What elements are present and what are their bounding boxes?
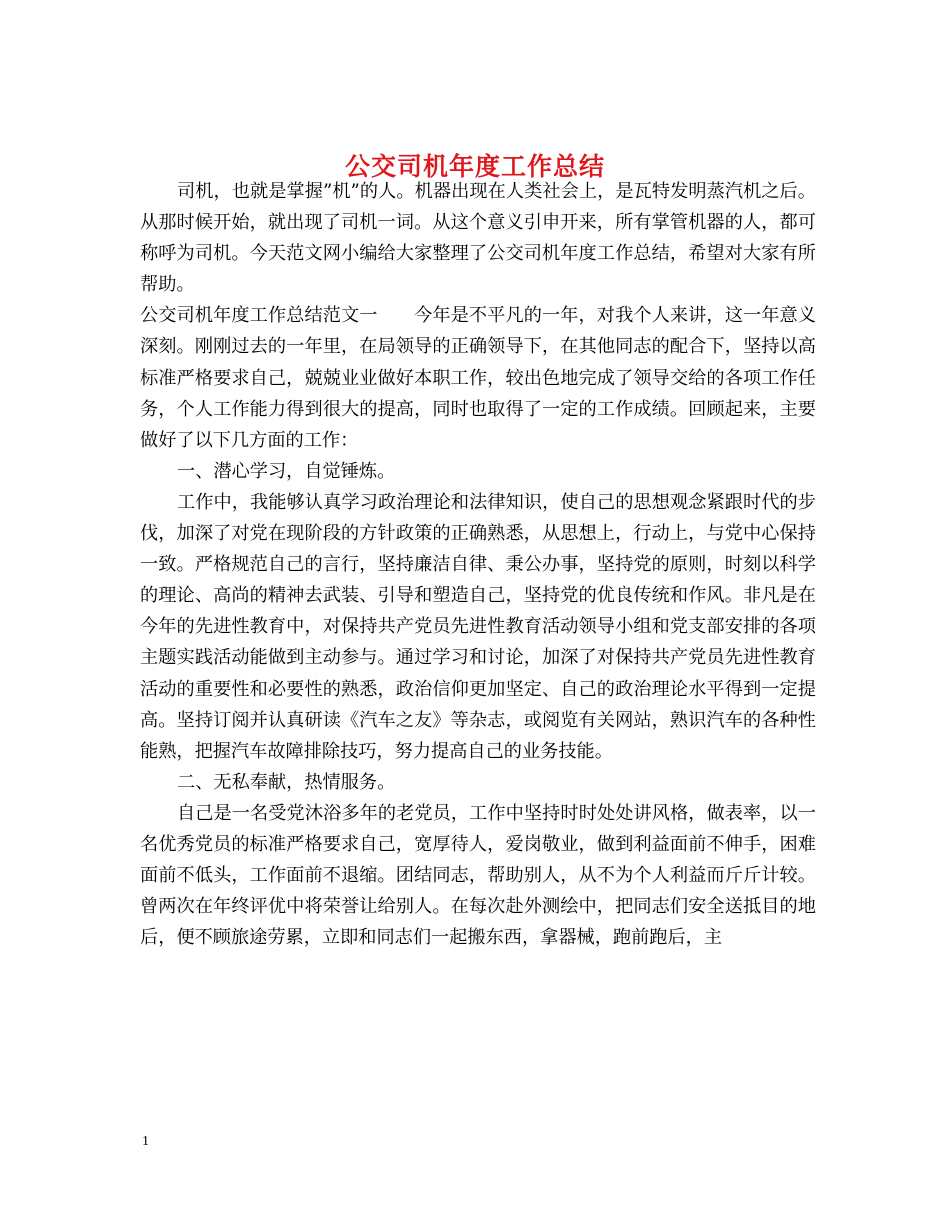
document-title: 公交司机年度工作总结: [344, 151, 605, 181]
page-number: 1: [142, 1134, 149, 1149]
paragraph-service: 自己是一名受党沐浴多年的老党员，工作中坚持时时处处讲风格，做表率，以一名优秀党员的标准严格要求自己，宽厚待人，爱岗敬业，做到利益面前不伸手，困难面前不低头，工作面前不退缩。团结同志，帮助别人，从不为个人利益而斤斤计较。曾两次在年终评优中将荣誉让给别人。在每次赴外测绘中，把同志们安全送抵目的地后，便不顾旅途劳累，立即和同志们一起搬东西，拿器械，跑前跑后，主: [140, 802, 816, 949]
section-heading-service: 二、无私奉献，热情服务。: [177, 771, 396, 793]
section-heading-study: 一、潜心学习，自觉锤炼。: [177, 460, 396, 482]
paragraph-study: 工作中，我能够认真学习政治理论和法律知识，使自己的思想观念紧跟时代的步伐，加深了对党在现阶段的方针政策的正确熟悉，从思想上，行动上，与党中心保持一致。严格规范自己的言行，坚持廉洁自律、秉公办事，坚持党的原则，时刻以科学的理论、高尚的精神去武装、引导和塑造自己，坚持党的优良传统和作风。非凡是在今年的先进性教育中，对保持共产党员先进性教育活动领导小组和党支部安排的各项主题实践活动能做到主动参与。通过学习和讨论，加深了对保持共产党员先进性教育活动的重要性和必要性的熟悉，政治信仰更加坚定、自己的政治理论水平得到一定提高。坚持订阅并认真研读《汽车之友》等杂志，或阅览有关网站，熟识汽车的各种性能熟，把握汽车故障排除技巧，努力提高自己的业务技能。: [140, 491, 816, 762]
paragraph-sample-one-opening: 公交司机年度工作总结范文一 今年是不平凡的一年，对我个人来讲，这一年意义深刻。刚刚过去的一年里，在局领导的正确领导下，在其他同志的配合下，坚持以高标准严格要求自己，兢兢业业做好本职工作，较出色地完成了领导交给的各项工作任务，个人工作能力得到很大的提高，同时也取得了一定的工作成绩。回顾起来，主要做好了以下几方面的工作：: [140, 305, 816, 451]
document-body: [140, 176, 816, 953]
paragraph-intro: 司机，也就是掌握”机”的人。机器出现在人类社会上，是瓦特发明蒸汽机之后。从那时候开始，就出现了司机一词。从这个意义引申开来，所有掌管机器的人，都可称呼为司机。今天范文网小编给大家整理了公交司机年度工作总结，希望对大家有所帮助。: [140, 181, 816, 296]
